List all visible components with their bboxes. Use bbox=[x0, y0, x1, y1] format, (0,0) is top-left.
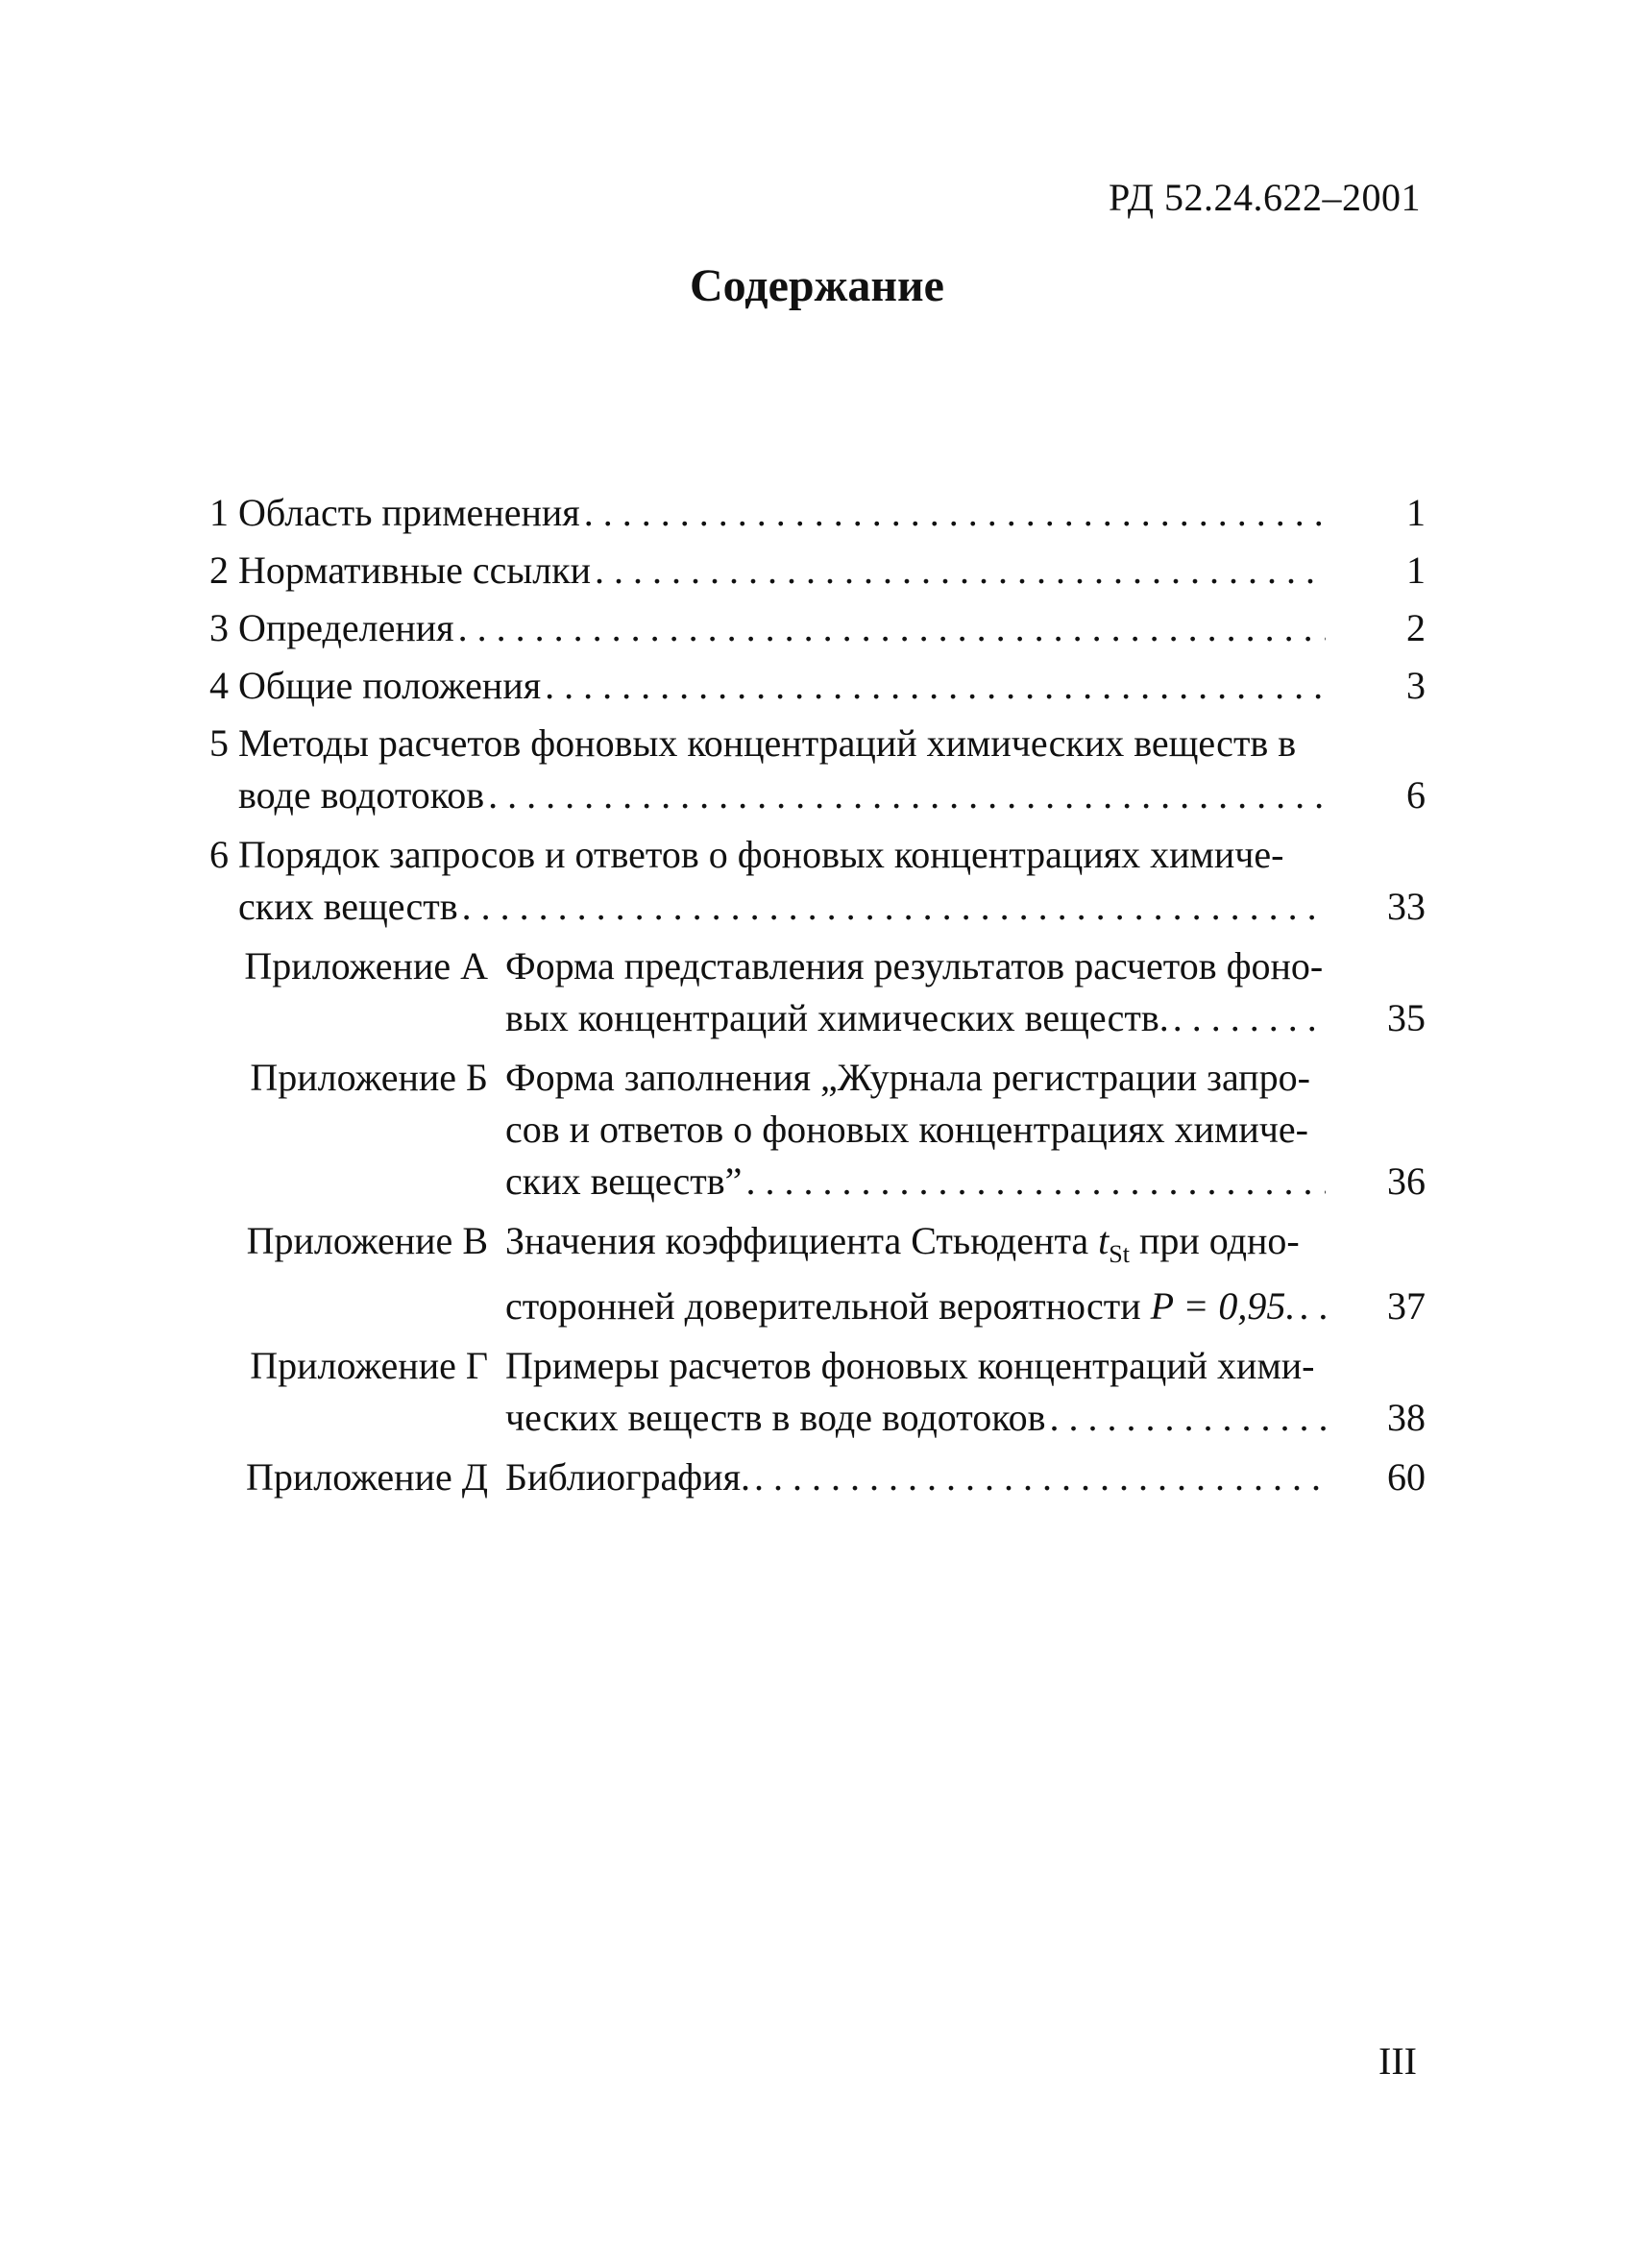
toc-entry-title: 4 Общие положения bbox=[209, 664, 542, 707]
appendix-label: Приложение А bbox=[244, 944, 488, 988]
toc-page-number: 2 bbox=[1406, 606, 1426, 649]
toc-entry-title: 5 Методы расчетов фоновых концентраций химических веществ в bbox=[209, 721, 1297, 765]
footer-page-number: III bbox=[1378, 2039, 1417, 2083]
student-t-subscript: St bbox=[1109, 1240, 1130, 1268]
leader-dots bbox=[1299, 1280, 1326, 1332]
toc-page-number: 3 bbox=[1406, 664, 1426, 707]
toc-entry-1[interactable] bbox=[209, 487, 1426, 539]
table-of-contents bbox=[209, 487, 1426, 1509]
toc-appendix-g[interactable] bbox=[209, 1340, 1426, 1444]
toc-entry-4[interactable] bbox=[209, 660, 1426, 712]
appendix-label: Приложение Г bbox=[250, 1344, 488, 1387]
toc-page-number: 60 bbox=[1387, 1455, 1426, 1499]
toc-entry-title: 1 Область применения bbox=[209, 491, 580, 534]
probability-formula: P = 0,95. bbox=[1150, 1284, 1296, 1328]
leader-dots bbox=[754, 1451, 1326, 1503]
toc-page-number: 1 bbox=[1406, 549, 1426, 592]
appendix-title-cont: сов и ответов о фоновых концентрациях химиче- bbox=[505, 1108, 1308, 1151]
toc-entry-title-cont: ских веществ bbox=[238, 885, 458, 928]
leader-dots bbox=[488, 769, 1326, 821]
toc-page-number: 36 bbox=[1387, 1159, 1426, 1203]
toc-appendix-v[interactable] bbox=[209, 1215, 1426, 1332]
leader-dots bbox=[462, 881, 1326, 933]
toc-entry-5[interactable] bbox=[209, 718, 1426, 821]
toc-entry-2[interactable] bbox=[209, 545, 1426, 597]
appendix-label: Приложение В bbox=[246, 1219, 488, 1262]
appendix-title: Примеры расчетов фоновых концентраций хими- bbox=[505, 1344, 1315, 1387]
appendix-title-cont: ческих веществ в воде водотоков bbox=[505, 1396, 1046, 1439]
appendix-title-cont bbox=[505, 1280, 1295, 1332]
appendix-title-part: сторонней доверительной вероятности bbox=[505, 1284, 1141, 1328]
toc-appendix-d[interactable] bbox=[209, 1451, 1426, 1503]
appendix-title-cont: вых концентраций химических веществ. bbox=[505, 996, 1169, 1039]
toc-entry-title-cont: воде водотоков bbox=[238, 773, 485, 817]
toc-entry-3[interactable] bbox=[209, 602, 1426, 654]
toc-page-number: 33 bbox=[1387, 885, 1426, 928]
toc-page-number: 37 bbox=[1387, 1284, 1426, 1328]
toc-entry-title: 6 Порядок запросов и ответов о фоновых концентрациях химиче- bbox=[209, 833, 1284, 876]
appendix-label: Приложение Д bbox=[246, 1455, 488, 1499]
appendix-label: Приложение Б bbox=[250, 1056, 488, 1099]
leader-dots bbox=[584, 487, 1326, 539]
toc-page-number: 6 bbox=[1406, 773, 1426, 817]
appendix-title bbox=[505, 1215, 1329, 1280]
student-t-symbol: t bbox=[1098, 1219, 1110, 1262]
page-title: Содержание bbox=[690, 260, 944, 311]
appendix-title-cont: ских веществ” bbox=[505, 1159, 743, 1203]
toc-entry-title: 3 Определения bbox=[209, 606, 454, 649]
leader-dots bbox=[1050, 1392, 1326, 1444]
leader-dots bbox=[595, 545, 1326, 597]
appendix-title-part: Значения коэффициента Стьюдента bbox=[505, 1219, 1089, 1262]
toc-entry-title: 2 Нормативные ссылки bbox=[209, 549, 592, 592]
toc-appendix-a[interactable] bbox=[209, 940, 1426, 1044]
toc-page-number: 38 bbox=[1387, 1396, 1426, 1439]
leader-dots bbox=[1173, 992, 1326, 1044]
toc-page-number: 1 bbox=[1406, 491, 1426, 534]
leader-dots bbox=[458, 602, 1326, 654]
toc-page-number: 35 bbox=[1387, 996, 1426, 1039]
toc-appendix-b[interactable] bbox=[209, 1052, 1426, 1207]
toc-entry-6[interactable] bbox=[209, 829, 1426, 933]
leader-dots bbox=[745, 1156, 1326, 1207]
appendix-title-part: при одно- bbox=[1138, 1219, 1300, 1262]
document-code: РД 52.24.622–2001 bbox=[1108, 176, 1421, 219]
appendix-title: Форма представления результатов расчетов фоно- bbox=[505, 944, 1324, 988]
appendix-title: Форма заполнения „Журнала регистрации запро- bbox=[505, 1056, 1310, 1099]
leader-dots bbox=[545, 660, 1326, 712]
appendix-title: Библиография. bbox=[505, 1455, 750, 1499]
